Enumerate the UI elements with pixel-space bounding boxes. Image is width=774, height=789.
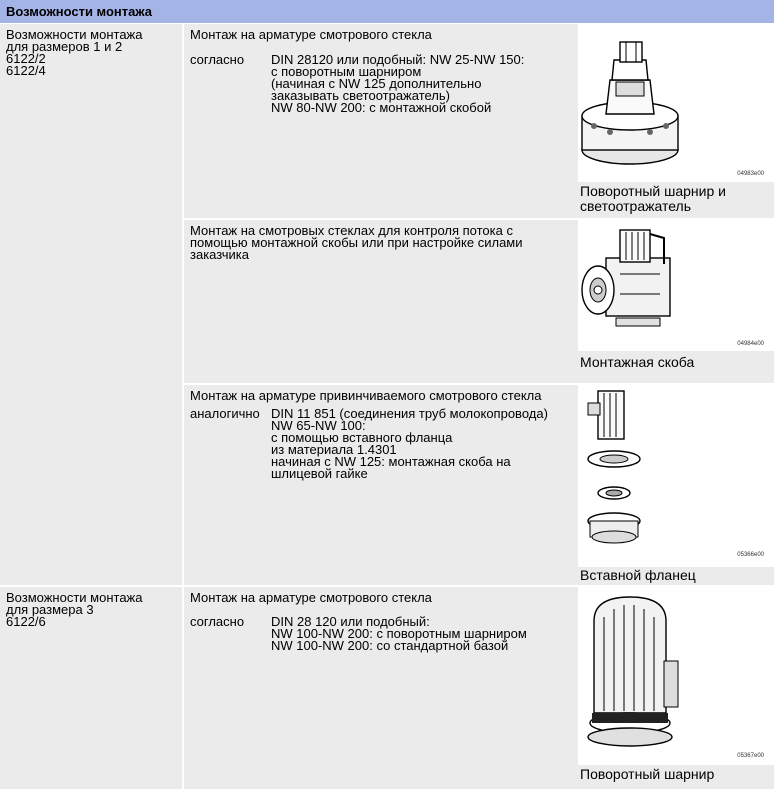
row3-heading: Монтаж на арматуре привинчиваемого смотрового стекла [190, 388, 542, 403]
row3-body: DIN 11 851 (соединения труб молокопровода) NW 65-NW 100: с помощью вставного фланца из материала 1.4301 начиная с NW 125: монтажная скоба на шлицевой гайке [271, 406, 548, 481]
section1-sizes-label: Возможности монтажа для размеров 1 и 2 6122/2 6122/4 [6, 27, 143, 78]
row1-caption: Поворотный шарнир и светоотражатель [580, 183, 726, 214]
section1-row2 [184, 220, 774, 383]
s2-row1-heading: Монтаж на арматуре смотрового стекла [190, 590, 432, 605]
section1-row3 [184, 385, 774, 585]
s2-row1-image-cell [578, 587, 774, 765]
section2-sizes-label: Возможности монтажа для размера 3 6122/6 [6, 590, 143, 629]
row2-image-code: 04984e00 [737, 341, 764, 347]
section1-row1 [184, 24, 774, 218]
row2-heading: Монтаж на смотровых стеклах для контроля потока с помощью монтажной скобы или при настройке силами заказчика [190, 223, 523, 262]
row2-image-cell [578, 220, 774, 351]
s2-row1-caption: Поворотный шарнир [580, 766, 715, 782]
s2-row1-label: согласно [190, 614, 245, 629]
swivel-joint-size3-image [580, 591, 680, 751]
s2-row1-image-code: 05367e00 [737, 753, 764, 759]
mounting-bracket-image [580, 224, 680, 344]
row3-label: аналогично [190, 406, 260, 421]
swivel-joint-image [580, 38, 680, 178]
row3-image-cell [578, 385, 774, 567]
insert-flange-image [580, 387, 660, 557]
s2-row1-body: DIN 28 120 или подобный: NW 100-NW 200: с поворотным шарниром NW 100-NW 200: со стандартной базой [271, 614, 527, 653]
row1-heading: Монтаж на арматуре смотрового стекла [190, 27, 432, 42]
row3-caption: Вставной фланец [580, 567, 696, 583]
section2-left-cell [0, 587, 182, 789]
row3-image-code: 05366e00 [737, 552, 764, 558]
row2-caption: Монтажная скоба [580, 354, 695, 370]
row1-image-code: 04983e00 [737, 171, 764, 177]
row1-label: согласно [190, 52, 245, 67]
section1-left-cell [0, 24, 182, 585]
row1-image-cell [578, 24, 774, 182]
section2-row1 [184, 587, 774, 789]
row1-body: DIN 28120 или подобный: NW 25-NW 150: с поворотным шарниром (начиная с NW 125 дополнительно заказывать светоотражатель) NW 80-NW 200: с монтажной скобой [271, 52, 525, 115]
section-header [0, 0, 774, 24]
section-title: Возможности монтажа [6, 4, 152, 19]
